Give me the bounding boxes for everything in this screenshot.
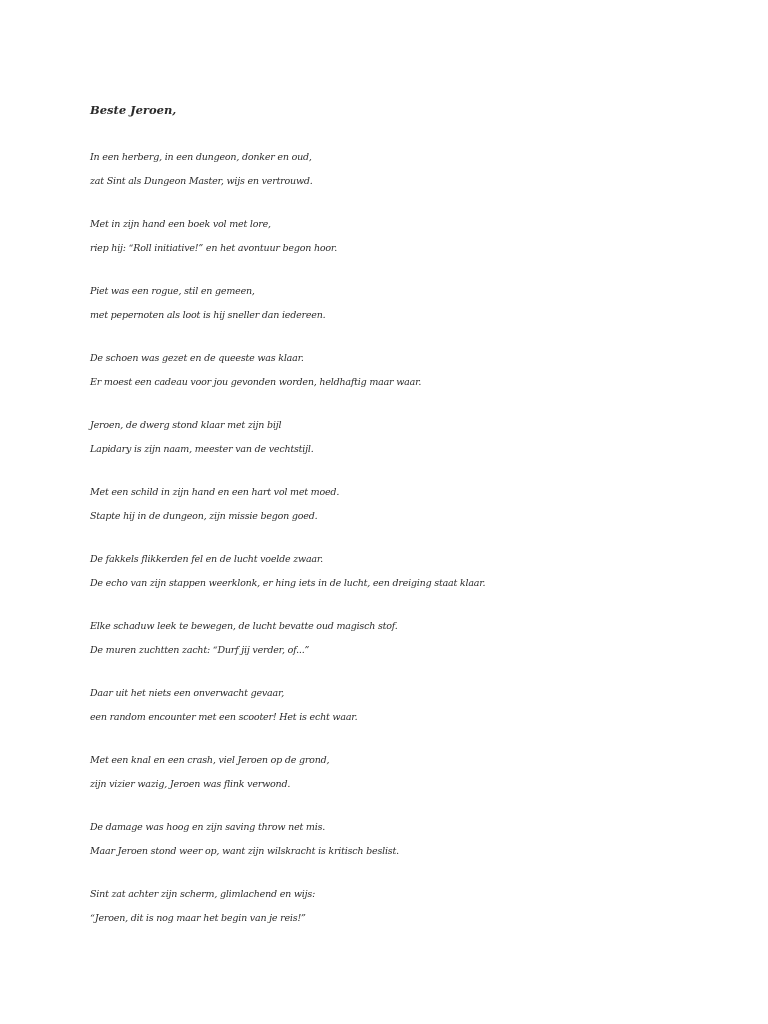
- poem-line: Maar Jeroen stond weer op, want zijn wilskracht is kritisch beslist.: [90, 846, 399, 857]
- stanza: [90, 751, 730, 799]
- poem-line: Met een knal en een crash, viel Jeroen op de grond,: [90, 755, 330, 766]
- poem-line: De damage was hoog en zijn saving throw net mis.: [90, 822, 326, 833]
- stanza: [90, 416, 730, 464]
- poem-line: In een herberg, in een dungeon, donker en oud,: [90, 152, 312, 163]
- stanza: [90, 617, 730, 665]
- stanza: [90, 282, 730, 330]
- poem-line: “Jeroen, dit is nog maar het begin van je reis!”: [90, 913, 306, 924]
- poem-line: zijn vizier wazig, Jeroen was flink verwond.: [90, 779, 291, 790]
- stanza-gap: [90, 799, 730, 818]
- stanza-gap: [90, 464, 730, 483]
- stanza-gap: [90, 598, 730, 617]
- poem-line: met pepernoten als loot is hij sneller dan iedereen.: [90, 310, 326, 321]
- stanza-gap: [90, 866, 730, 885]
- stanza: [90, 483, 730, 531]
- poem-line: Elke schaduw leek te bewegen, de lucht bevatte oud magisch stof.: [90, 621, 398, 632]
- stanza-gap: [90, 732, 730, 751]
- poem: [90, 148, 730, 933]
- poem-line: De schoen was gezet en de queeste was klaar.: [90, 353, 304, 364]
- stanza: [90, 818, 730, 866]
- stanza-gap: [90, 665, 730, 684]
- letter-page: [90, 100, 730, 933]
- stanza: [90, 349, 730, 397]
- stanza-gap: [90, 330, 730, 349]
- stanza: [90, 885, 730, 933]
- poem-line: Sint zat achter zijn scherm, glimlachend en wijs:: [90, 889, 316, 900]
- poem-line: De muren zuchtten zacht: “Durf jij verder, of...”: [90, 645, 310, 656]
- poem-line: De echo van zijn stappen weerklonk, er hing iets in de lucht, een dreiging staat klaar.: [90, 578, 486, 589]
- stanza-gap: [90, 397, 730, 416]
- stanza: [90, 550, 730, 598]
- poem-line: Piet was een rogue, stil en gemeen,: [90, 286, 255, 297]
- poem-line: Stapte hij in de dungeon, zijn missie begon goed.: [90, 511, 318, 522]
- poem-line: De fakkels flikkerden fel en de lucht voelde zwaar.: [90, 554, 323, 565]
- poem-line: Er moest een cadeau voor jou gevonden worden, heldhaftig maar waar.: [90, 377, 422, 388]
- poem-line: Jeroen, de dwerg stond klaar met zijn bijl: [90, 420, 282, 431]
- stanza: [90, 215, 730, 263]
- stanza-gap: [90, 531, 730, 550]
- stanza: [90, 684, 730, 732]
- poem-line: zat Sint als Dungeon Master, wijs en vertrouwd.: [90, 176, 313, 187]
- stanza-gap: [90, 196, 730, 215]
- stanza: [90, 148, 730, 196]
- poem-line: Met in zijn hand een boek vol met lore,: [90, 219, 271, 230]
- poem-line: een random encounter met een scooter! Het is echt waar.: [90, 712, 358, 723]
- stanza-gap: [90, 263, 730, 282]
- poem-line: Daar uit het niets een onverwacht gevaar,: [90, 688, 285, 699]
- poem-line: Met een schild in zijn hand en een hart vol met moed.: [90, 487, 340, 498]
- poem-line: Lapidary is zijn naam, meester van de vechtstijl.: [90, 444, 314, 455]
- letter-greeting: Beste Jeroen,: [90, 103, 177, 117]
- poem-line: riep hij: “Roll initiative!” en het avontuur begon hoor.: [90, 243, 338, 254]
